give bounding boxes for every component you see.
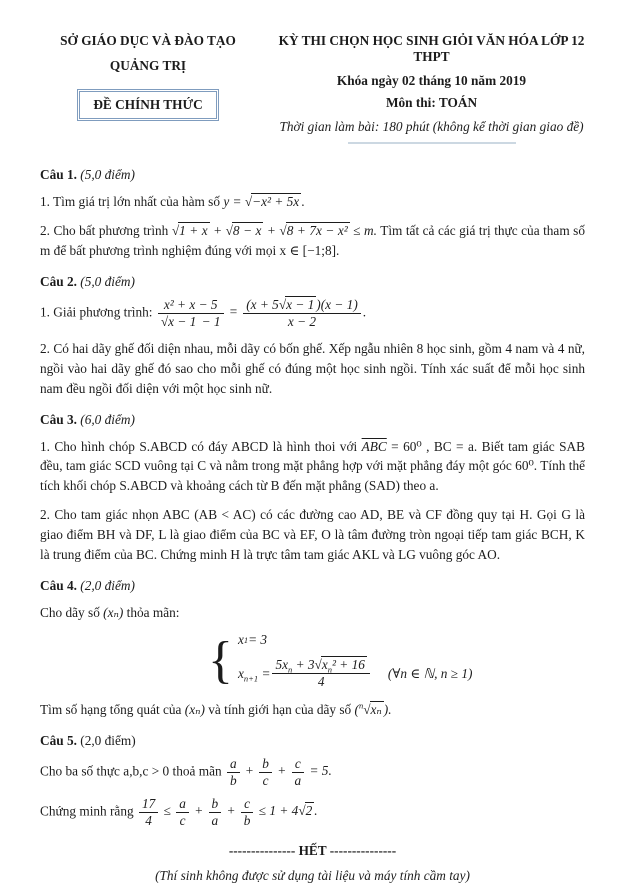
system-equation-2	[238, 657, 473, 690]
q4-intro-text-rest: thỏa mãn:	[123, 605, 180, 621]
question-4-outro	[40, 700, 585, 720]
condition: (∀n ∈ ℕ, n ≥ 1)	[387, 665, 473, 681]
fraction	[176, 796, 189, 829]
question-1-item-2	[40, 221, 585, 261]
question-2-points: (5,0 điểm)	[80, 273, 135, 289]
numerator: c	[241, 796, 254, 813]
root-index: n	[358, 700, 364, 711]
q2-item1-text: 1. Giải phương trình:	[40, 304, 156, 320]
exam-session-date: Khóa ngày 02 tháng 10 năm 2019	[336, 73, 527, 88]
fraction	[292, 756, 305, 789]
numerator: b	[209, 796, 222, 813]
system-brace	[208, 638, 233, 685]
question-1-heading	[40, 167, 585, 183]
question-4-heading	[40, 578, 585, 594]
equation-rhs: = 3	[248, 632, 268, 648]
variable: x	[237, 632, 244, 648]
question-5-points: (2,0 điểm)	[80, 732, 136, 748]
exam-title: KỲ THI CHỌN HỌC SINH GIỎI VĂN HÓA LỚP 12 THPT	[278, 33, 585, 64]
plus-operator: +	[209, 222, 226, 238]
denominator: 4	[145, 812, 152, 828]
variable: x	[321, 657, 328, 673]
fraction	[243, 297, 361, 330]
math-inequality	[137, 795, 318, 828]
sequence-symbol: (xₙ)	[103, 605, 124, 621]
exam-duration: Thời gian làm bài: 180 phút (không kể thời gian giao đề)	[279, 119, 584, 134]
official-exam-stamp-label: ĐỀ CHÍNH THỨC	[93, 97, 203, 112]
variable: x	[237, 665, 244, 681]
question-4-label: Câu 4.	[40, 578, 77, 594]
inequality-rhs: ≤ 1 + 4	[255, 803, 299, 819]
radicand: x − 1	[168, 313, 197, 329]
numerator-text: 5x	[275, 657, 288, 673]
fraction	[259, 756, 272, 789]
issuing-authority-block	[34, 33, 262, 144]
question-1-item-1	[40, 192, 585, 212]
exam-subject: Môn thi: TOÁN	[385, 95, 478, 110]
square-root	[298, 802, 314, 818]
square-root	[161, 313, 198, 329]
square-root	[279, 222, 349, 238]
formula-lhs: y =	[223, 194, 245, 209]
plus-operator: +	[223, 803, 239, 819]
radicand: 8 − x	[232, 222, 262, 238]
square-root	[172, 222, 210, 238]
question-4-intro	[40, 603, 585, 623]
equation-rhs: = 5.	[306, 763, 332, 779]
angle-overline: $\overline{ABC}$	[361, 438, 387, 454]
plus-operator: +	[263, 222, 280, 238]
math-formula	[223, 193, 301, 209]
period: .	[301, 194, 305, 209]
math-formula	[172, 222, 377, 238]
square-root	[245, 193, 301, 209]
q1-item2-text-rest: Tìm tất cả các giá trị thực của tham số m để bất phương trình nghiệm đúng với mọi x ∈ [−1;8].	[40, 222, 585, 258]
question-2-item-1	[40, 297, 585, 330]
radicand: x − 1	[286, 296, 315, 312]
square-root	[315, 656, 367, 675]
q5-prove-text: Chứng minh rằng	[40, 803, 137, 819]
question-3-points: (6,0 điểm)	[80, 411, 135, 427]
header-divider	[348, 142, 516, 144]
question-5-label: Câu 5.	[40, 732, 77, 748]
denominator: a	[294, 772, 302, 788]
numerator-text: (x + 5	[246, 296, 279, 312]
q1-item2-text: 2. Cho bất phương trình	[40, 222, 172, 238]
question-5-given	[40, 756, 585, 789]
equals-sign: =	[258, 665, 271, 681]
numerator	[272, 657, 369, 674]
q4-intro-text: Cho dãy số	[40, 605, 104, 621]
fraction	[158, 297, 224, 330]
plus-operator: +	[190, 803, 207, 819]
subscript: n+1	[243, 673, 259, 684]
equation-lhs	[238, 666, 270, 682]
numerator: c	[292, 756, 305, 773]
inequality: ≤ m.	[349, 222, 377, 238]
radicand: 2	[305, 803, 313, 819]
denominator: c	[179, 812, 186, 828]
fraction	[139, 796, 158, 829]
math-equation	[156, 296, 363, 329]
nth-root	[363, 701, 384, 717]
q1-item1-text: 1. Tìm giá trị lớn nhất của hàm số	[40, 194, 224, 209]
candidate-note: (Thí sinh không được sử dụng tài liệu và máy tính cầm tay)	[155, 867, 470, 883]
q3-item1-text: 1. Cho hình chóp S.ABCD có đáy ABCD là hình thoi với	[40, 438, 362, 454]
denominator: 4	[317, 674, 325, 690]
question-2-label: Câu 2.	[40, 273, 77, 289]
denominator: x − 2	[287, 313, 317, 329]
math-equation	[225, 755, 332, 788]
q4-outro-text-mid: và tính giới hạn của dãy số	[204, 702, 355, 717]
plus-operator: +	[273, 763, 290, 779]
close-paren: ).	[383, 702, 392, 717]
question-3-label: Câu 3.	[40, 411, 77, 427]
system-rows	[238, 632, 473, 690]
radicand: 1 + x	[179, 222, 208, 238]
radicand: −x² + 5x	[252, 194, 300, 209]
period: .	[362, 304, 367, 320]
question-5-prove	[40, 796, 585, 829]
equation-system	[208, 632, 585, 690]
question-2-heading	[40, 274, 585, 290]
question-3-item-2: 2. Cho tam giác nhọn ABC (AB < AC) có các đường cao AD, BE và CF đồng quy tại H. Gọi G là giao điểm BH và DF, L là giao điểm của BC và EF, O là tâm đường tròn ngoại tiếp tam giác BCH, K là trung điểm của BC. Chứng minh H là trực tâm tam giác AKL và LG vuông góc AO.	[40, 507, 585, 563]
denominator: b	[229, 772, 237, 788]
subscript: n	[288, 664, 293, 675]
question-4-points: (2,0 điểm)	[80, 578, 135, 594]
fraction	[272, 657, 369, 690]
inequality-sign: ≤	[160, 803, 175, 819]
numerator: x² + x − 5	[158, 297, 224, 314]
numerator: a	[176, 796, 189, 813]
end-marker: --------------- HẾT ---------------	[228, 842, 397, 858]
official-exam-stamp	[77, 89, 218, 121]
numerator-text: )(x − 1)	[316, 296, 358, 312]
question-3-heading	[40, 412, 585, 428]
radicand-rest: ² + 16	[332, 657, 365, 673]
system-equation-1: x 1 = 3	[237, 632, 268, 648]
plus-operator: +	[241, 763, 258, 779]
fraction	[241, 796, 254, 829]
fraction	[209, 796, 222, 829]
equals-sign: =	[225, 304, 242, 320]
numerator: b	[259, 756, 272, 773]
denominator: a	[211, 812, 219, 828]
denominator: b	[243, 812, 251, 828]
denominator	[158, 314, 224, 330]
numerator	[243, 297, 361, 314]
square-root	[226, 222, 264, 238]
denominator-rest: − 1	[198, 313, 221, 329]
question-3-item-1	[40, 437, 585, 497]
exam-info-block	[262, 33, 601, 144]
question-2-item-2: 2. Có hai dãy ghế đối diện nhau, mỗi dãy có bốn ghế. Xếp ngẫu nhiên 8 học sinh, gồm 4 nam và 4 nữ, ngồi vào hai dãy ghế đó sao cho mỗi ghế có đúng một học sinh ngồi. Tính xác suất để mỗi học sinh nam đều ngồi đối diện với một học sinh nữ.	[40, 340, 585, 396]
question-5-heading	[40, 733, 585, 749]
exam-header	[0, 0, 627, 144]
q3-item1-text-rest: = 60⁰ , BC = a. Biết tam giác SAB đều, tam giác SCD vuông tại C và nằm trong mặt phẳng hợp với mặt phẳng đáy một góc 60⁰. Tính thể tích khối chóp S.ABCD và khoảng cách từ B đến mặt phẳng (SAD) theo a.	[40, 438, 585, 494]
numerator: 17	[139, 796, 158, 813]
square-root	[279, 296, 316, 312]
radicand	[321, 656, 367, 675]
period: .	[314, 803, 318, 819]
numerator-text: + 3	[292, 657, 315, 673]
province-name: QUẢNG TRỊ	[109, 58, 187, 73]
q5-given-text: Cho ba số thực a,b,c > 0 thoả mãn	[40, 763, 225, 779]
question-1-points: (5,0 điểm)	[80, 167, 135, 182]
denominator: c	[262, 772, 269, 788]
radicand: xₙ	[370, 702, 382, 717]
department-name: SỞ GIÁO DỤC VÀ ĐÀO TẠO	[60, 33, 236, 48]
subscript: n	[327, 664, 332, 675]
question-1-label: Câu 1.	[40, 167, 77, 182]
exam-body	[0, 144, 627, 884]
nth-root-expression	[355, 702, 392, 717]
numerator: a	[227, 756, 240, 773]
fraction	[227, 756, 240, 789]
open-paren: (	[354, 702, 359, 717]
sequence-symbol: (xₙ)	[184, 702, 205, 717]
q4-outro-text: Tìm số hạng tổng quát của	[40, 702, 185, 717]
radicand: 8 + 7x − x²	[286, 222, 348, 238]
